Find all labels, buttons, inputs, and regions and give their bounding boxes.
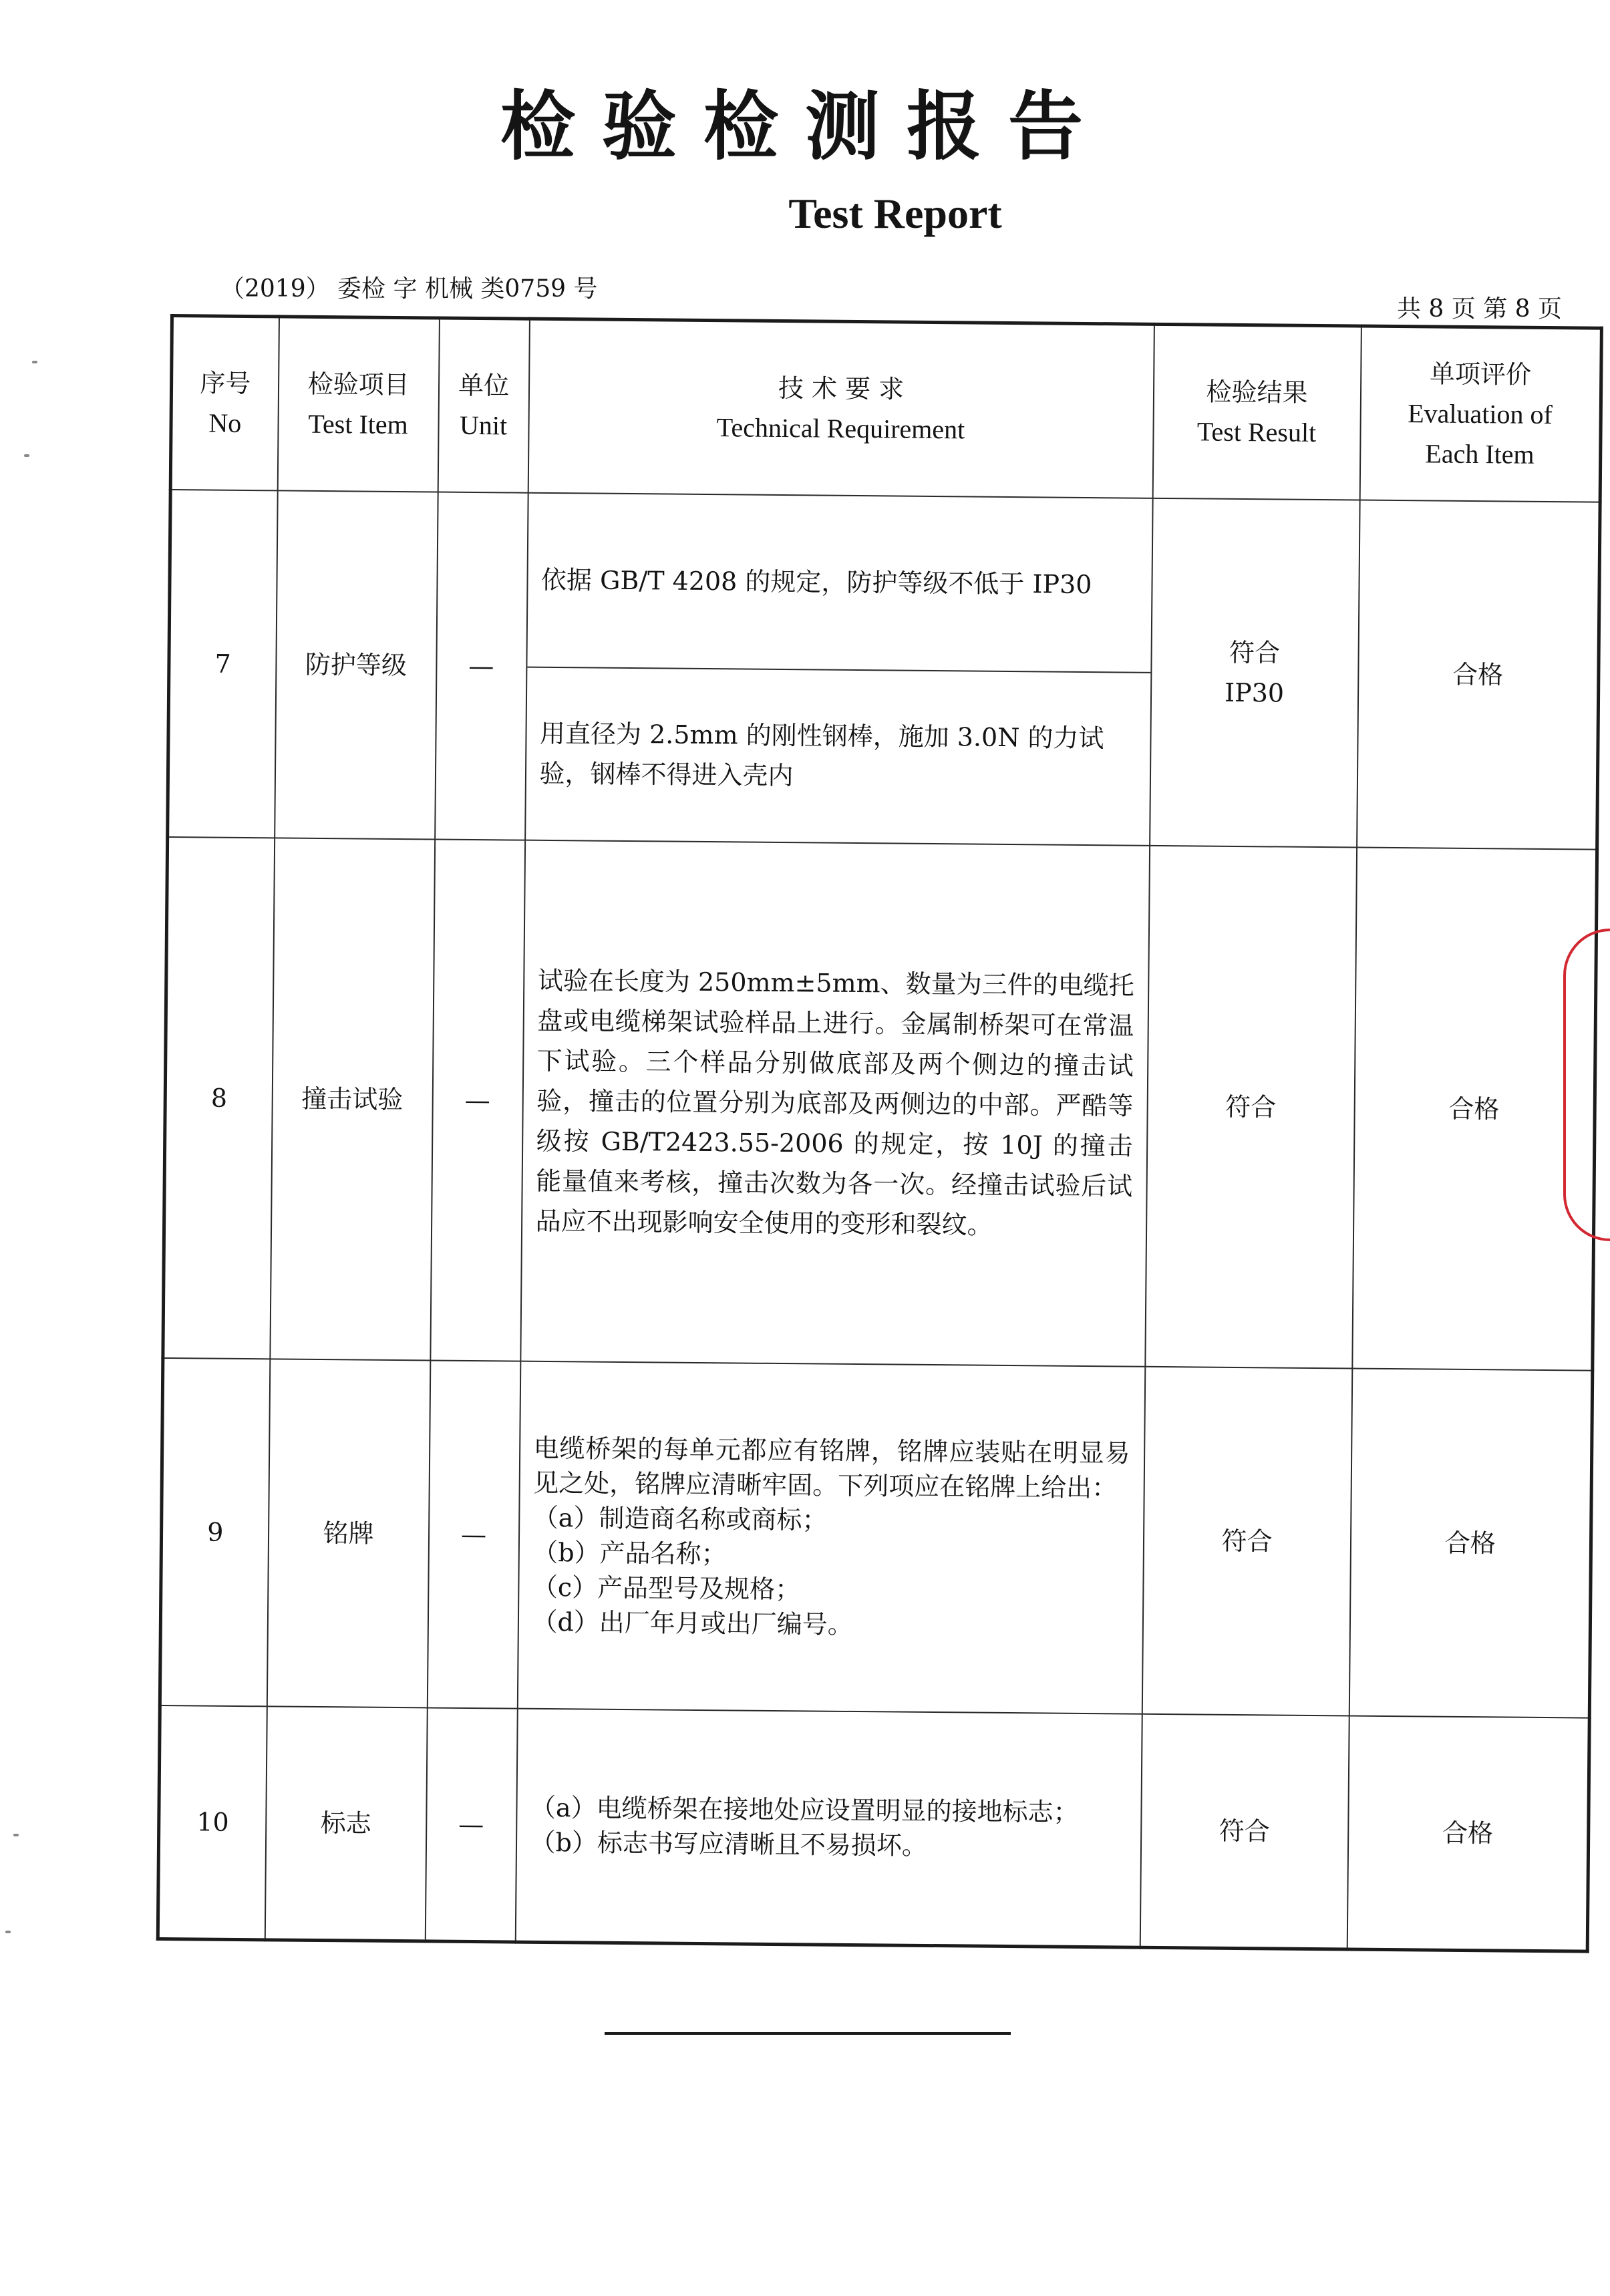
table-row [158,1705,1589,1951]
col-header-test-item: 检验项目 Test Item [277,317,439,492]
row-test-item: 撞击试验 [270,838,435,1360]
requirement-part: 依据 GB/T 4208 的规定，防护等级不低于 IP30 [540,564,1092,600]
row-no: 7 [168,490,278,838]
table-row [160,1357,1592,1717]
row-evaluation: 合格 [1357,500,1601,849]
row-result: 符合 [1142,1366,1352,1715]
row-unit: — [430,839,525,1361]
row-requirement: （a）电缆桥架在接地处应设置明显的接地标志； （b）标志书写应清晰且不易损坏。 [515,1708,1142,1947]
scan-speck [32,361,37,363]
col-header-requirement: 技 术 要 求 Technical Requirement [528,319,1154,498]
row-requirement: 试验在长度为 250mm±5mm、数量为三件的电缆托盘或电缆梯架试验样品上进行。金属制桥架可在常温下试验。三个样品分别做底部及两个侧边的撞击试验，撞击的位置分别为底部及两侧边的中部。严酷等级按 GB/T2423.55-2006 的规定，按 10J 的撞击能量值来考核，撞击次数为各一次。经撞击试验后试品应不出现影响安全使用的变形和裂纹。 [520,840,1150,1366]
row-requirement: 电缆桥架的每单元都应有铭牌，铭牌应装贴在明显易见之处，铭牌应清晰牢固。下列项应在铭牌上给出： （a）制造商名称或商标； （b）产品名称； （c）产品型号及规格； （d）出厂年月或出厂编号。 [517,1361,1145,1713]
table-header-row [170,316,1601,502]
row-result: 符合 [1140,1713,1349,1949]
row-requirement [525,492,1153,845]
row-test-item: 标志 [265,1706,427,1941]
row-test-item: 铭牌 [267,1359,430,1707]
page-indicator: 共 8 页 第 8 页 [1396,295,1562,323]
scan-speck [24,454,29,457]
row-test-item: 防护等级 [275,490,438,839]
row-no: 10 [158,1705,267,1939]
col-header-unit: 单位 Unit [438,318,529,492]
scan-speck [13,1834,19,1836]
report-number: （2019） 委检 字 机械 类0759 号 [220,275,598,303]
table-row [163,836,1597,1370]
row-no: 9 [160,1357,270,1705]
row-evaluation: 合格 [1347,1715,1589,1951]
row-evaluation: 合格 [1352,847,1597,1370]
col-header-no: 序号 No [170,316,279,490]
report-title-en: Test Report [788,190,1002,237]
row-result: 符合 [1145,845,1357,1368]
table-row [168,490,1600,850]
requirement-part: 用直径为 2.5mm 的刚性钢棒，施加 3.0N 的力试验，钢棒不得进入壳内 [526,666,1150,844]
row-unit: — [427,1360,520,1708]
end-rule [605,2032,1011,2035]
col-header-result: 检验结果 Test Result [1152,324,1361,500]
official-seal-edge [1563,929,1610,1241]
row-no: 8 [163,836,275,1358]
row-unit: — [425,1707,517,1942]
report-title-cn: 检验检测报告 [500,83,1110,170]
scan-speck [5,1931,11,1933]
test-results-table [156,314,1600,1950]
col-header-evaluation: 单项评价 Evaluation of Each Item [1359,326,1601,502]
row-evaluation: 合格 [1349,1368,1593,1717]
row-result: 符合 IP30 [1150,498,1360,847]
row-unit: — [435,492,528,840]
